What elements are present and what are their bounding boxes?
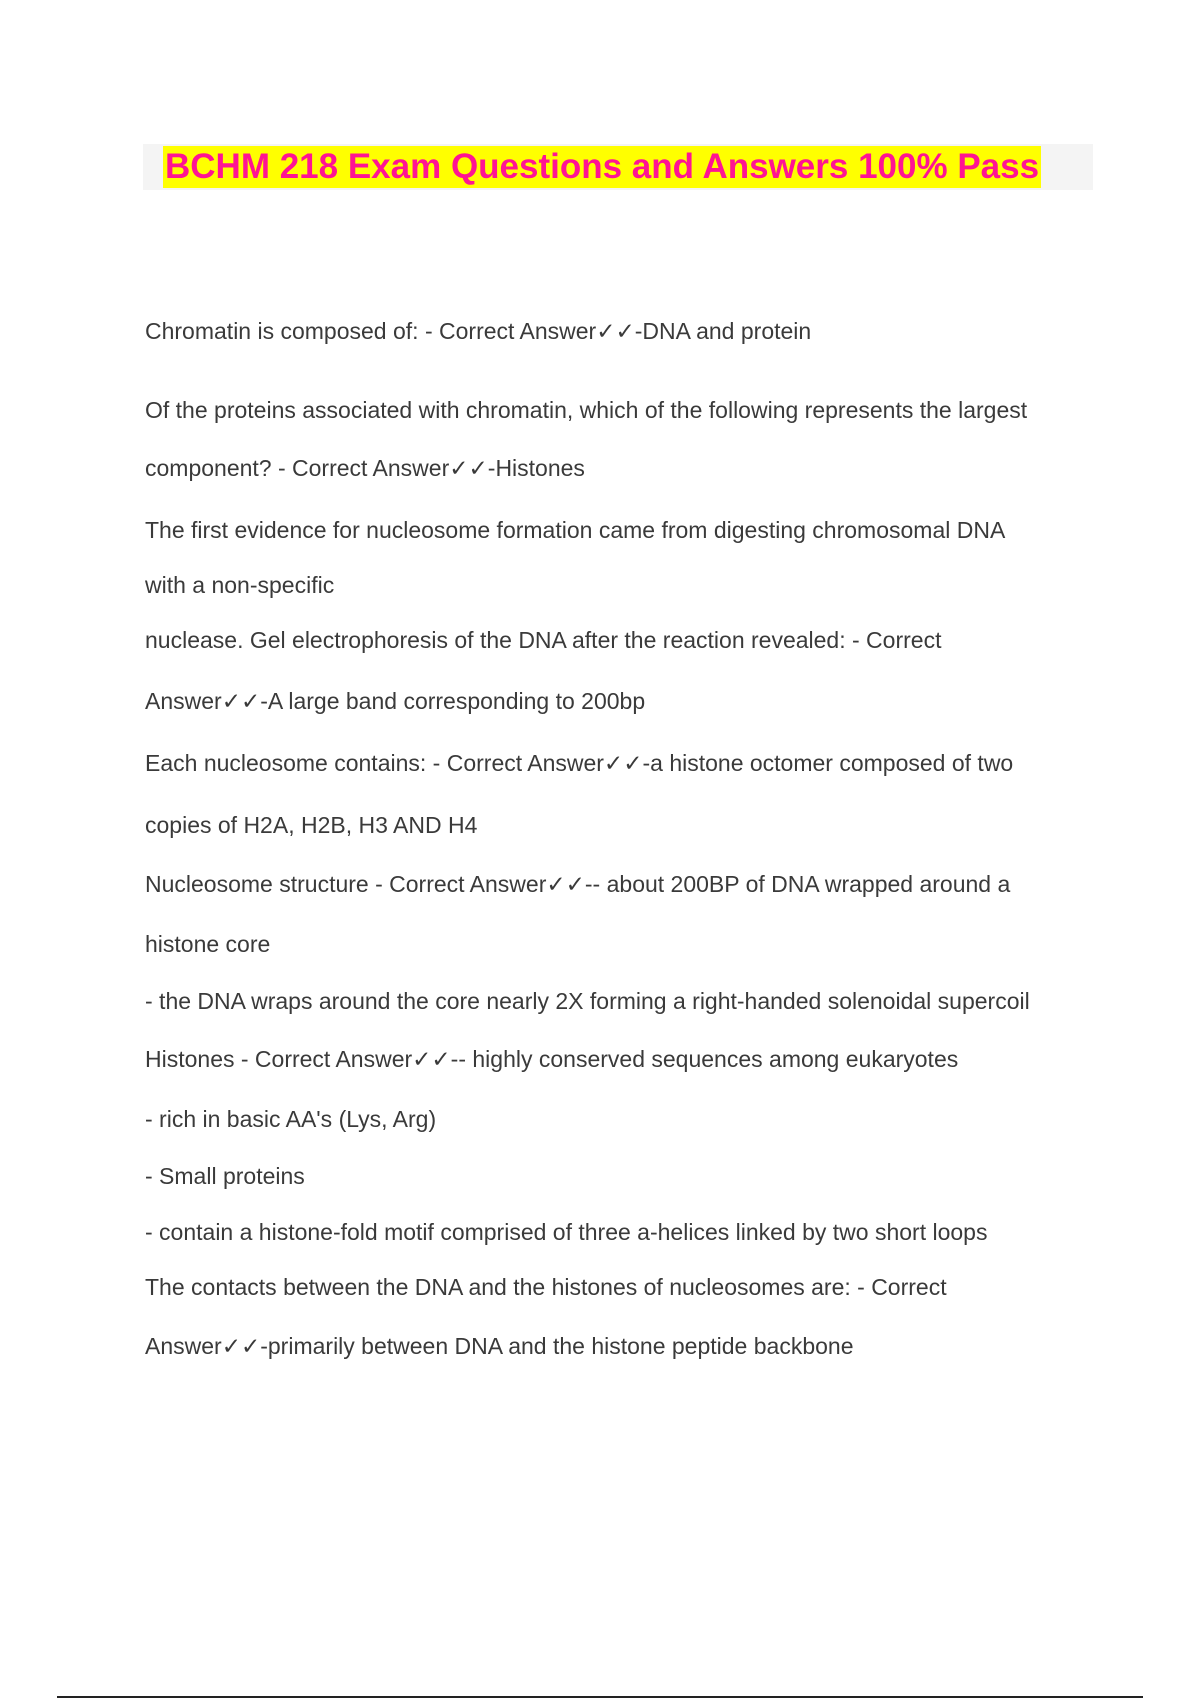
text-line: nuclease. Gel electrophoresis of the DNA after the reaction revealed: - Correct: [145, 627, 942, 653]
text-line: - rich in basic AA's (Lys, Arg): [145, 1106, 437, 1132]
text-line: The first evidence for nucleosome formation came from digesting chromosomal DNA: [145, 517, 1006, 543]
page-bottom-divider: [57, 1696, 1143, 1698]
text-line: Histones - Correct Answer✓✓-- highly conserved sequences among eukaryotes: [145, 1046, 959, 1072]
text-line: Of the proteins associated with chromatin, which of the following represents the largest: [145, 397, 1028, 423]
text-line: Answer✓✓-primarily between DNA and the histone peptide backbone: [145, 1333, 854, 1359]
text-line: Each nucleosome contains: - Correct Answer✓✓-a histone octomer composed of two: [145, 750, 1014, 776]
text-line: - the DNA wraps around the core nearly 2X forming a right-handed solenoidal supercoil: [145, 988, 1030, 1014]
text-line: with a non-specific: [145, 572, 335, 598]
text-line: copies of H2A, H2B, H3 AND H4: [145, 812, 478, 838]
document-title: BCHM 218 Exam Questions and Answers 100% Pass: [165, 147, 1040, 186]
text-line: component? - Correct Answer✓✓-Histones: [145, 455, 585, 481]
text-line: - contain a histone-fold motif comprised of three a-helices linked by two short loops: [145, 1219, 988, 1245]
text-line: histone core: [145, 931, 271, 957]
text-line: The contacts between the DNA and the histones of nucleosomes are: - Correct: [145, 1274, 947, 1300]
text-line: Chromatin is composed of: - Correct Answer✓✓-DNA and protein: [145, 318, 812, 344]
text-line: - Small proteins: [145, 1163, 305, 1189]
text-line: Answer✓✓-A large band corresponding to 200bp: [145, 688, 646, 714]
text-line: Nucleosome structure - Correct Answer✓✓-- about 200BP of DNA wrapped around a: [145, 871, 1011, 897]
